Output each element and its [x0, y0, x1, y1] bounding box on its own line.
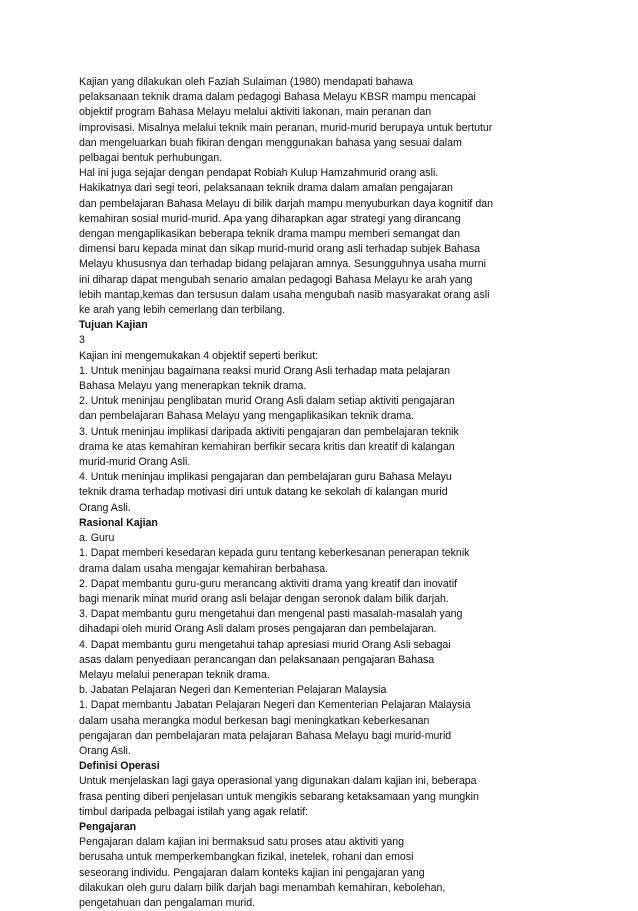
tujuan-section: [79, 318, 559, 516]
text-line: Bahasa Melayu yang menerapkan teknik drama.: [79, 380, 307, 393]
text-line: teknik drama terhadap motivasi diri untuk datang ke sekolah di kalangan murid: [79, 486, 448, 499]
text-line: objektif program Bahasa Melayu melalui aktiviti lakonan, main peranan dan: [79, 106, 432, 119]
text-line: 2. Dapat membantu guru-guru merancang aktiviti drama yang kreatif dan inovatif: [79, 577, 458, 590]
section-heading: Pengajaran: [79, 820, 137, 833]
text-line: lebih mantap,kemas dan tersusun dalam usaha mengubah nasib masyarakat orang asli: [79, 288, 490, 301]
text-line: 3. Dapat membantu guru mengetahui dan mengenal pasti masalah-masalah yang: [79, 608, 463, 621]
text-line: murid-murid Orang Asli.: [79, 456, 191, 469]
text-line: Hakikatnya dari segi teori, pelaksanaan teknik drama dalam amalan pengajaran: [79, 182, 453, 195]
text-line: pengajaran dan pembelajaran mata pelajaran Bahasa Melayu bagi murid-murid: [79, 729, 452, 742]
text-line: Melayu melalui penerapan teknik drama.: [79, 668, 270, 681]
definisi-section: [79, 759, 559, 820]
text-line: Pengajaran dalam kajian ini bermaksud satu proses atau aktiviti yang: [79, 836, 405, 849]
text-line: ini diharap dapat mengubah senario amalan pedagogi Bahasa Melayu ke arah yang: [79, 273, 473, 286]
text-line: Hal ini juga sejajar dengan pendapat Robiah Kulup Hamzahmurid orang asli.: [79, 167, 439, 180]
text-line: timbul daripada pelbagai istilah yang agak relatif:: [79, 805, 309, 818]
text-line: a. Guru: [79, 532, 115, 545]
text-line: Orang Asli.: [79, 744, 131, 757]
document-page: [79, 75, 559, 911]
text-line: dilakukan oleh guru dalam bilik darjah bagi menambah kemahiran, kebolehan,: [79, 881, 446, 894]
text-line: dihadapi oleh murid Orang Asli dalam proses pengajaran dan pembelajaran.: [79, 623, 437, 636]
text-line: 4. Untuk meninjau implikasi pengajaran dan pembelajaran guru Bahasa Melayu: [79, 471, 452, 484]
text-line: frasa penting diberi penjelasan untuk mengikis sebarang ketaksamaan yang mungkin: [79, 790, 479, 803]
text-line: Melayu khususnya dan terhadap bidang pelajaran amnya. Sesungguhnya usaha murni: [79, 258, 486, 271]
text-line: improvisasi. Misalnya melalui teknik main peranan, murid-murid berupaya untuk bertutur: [79, 121, 493, 134]
text-line: 3. Untuk meninjau implikasi daripada aktiviti pengajaran dan pembelajaran teknik: [79, 425, 459, 438]
text-line: 1. Dapat membantu Jabatan Pelajaran Negeri dan Kementerian Pelajaran Malaysia: [79, 699, 471, 712]
text-line: dan mengeluarkan buah fikiran dengan menggunakan bahasa yang sesuai dalam: [79, 136, 462, 149]
text-line: ke arah yang lebih cemerlang dan terbilang.: [79, 304, 286, 317]
text-line: 3: [79, 334, 85, 347]
text-line: drama ke atas kemahiran kemahiran berfikir secara kritis dan kreatif di kalangan: [79, 440, 455, 453]
text-line: dan pembelajaran Bahasa Melayu di bilik darjah mampu menyuburkan daya kognitif dan: [79, 197, 493, 210]
text-line: b. Jabatan Pelajaran Negeri dan Kementerian Pelajaran Malaysia: [79, 684, 387, 697]
text-line: dimensi baru kepada minat dan sikap murid-murid orang asli terhadap subjek Bahasa: [79, 243, 481, 256]
section-heading: Rasional Kajian: [79, 516, 158, 529]
intro-section: [79, 75, 559, 318]
text-line: seseorang individu. Pengajaran dalam konteks kajian ini pengajaran yang: [79, 866, 425, 879]
text-line: dan pembelajaran Bahasa Melayu yang mengaplikasikan teknik drama.: [79, 410, 415, 423]
text-line: asas dalam penyediaan perancangan dan pelaksanaan pengajaran Bahasa: [79, 653, 435, 666]
text-line: Kajian ini mengemukakan 4 objektif seperti berikut:: [79, 349, 319, 362]
text-line: Untuk menjelaskan lagi gaya operasional yang digunakan dalam kajian ini, beberapa: [79, 775, 477, 788]
text-line: 2. Untuk meninjau penglibatan murid Orang Asli dalam setiap aktiviti pengajaran: [79, 395, 455, 408]
text-line: pelbagai bentuk perhubungan.: [79, 152, 223, 165]
text-line: drama dalam usaha mengajar kemahiran berbahasa.: [79, 562, 329, 575]
rasional-section: [79, 516, 559, 759]
text-line: 1. Untuk meninjau bagaimana reaksi murid Orang Asli terhadap mata pelajaran: [79, 364, 450, 377]
text-line: pengetahuan dan pengalaman murid.: [79, 896, 256, 909]
text-line: berusaha untuk memperkembangkan fizikal, inetelek, rohani dan emosi: [79, 851, 414, 864]
section-heading: Definisi Operasi: [79, 760, 160, 773]
text-line: 4. Dapat membantu guru mengetahui tahap apresiasi murid Orang Asli sebagai: [79, 638, 451, 651]
text-line: kemahiran sosial murid-murid. Apa yang diharapkan agar strategi yang dirancang: [79, 212, 461, 225]
text-line: 1. Dapat memberi kesedaran kepada guru tentang keberkesanan penerapan teknik: [79, 547, 470, 560]
text-line: Kajian yang dilakukan oleh Faziah Sulaiman (1980) mendapati bahawa: [79, 76, 413, 88]
text-line: dalam usaha merangka modul berkesan bagi meningkatkan keberkesanan: [79, 714, 430, 727]
text-line: dengan mengaplikasikan beberapa teknik drama mampu memberi semangat dan: [79, 228, 461, 241]
section-heading: Tujuan Kajian: [79, 319, 148, 332]
text-line: bagi menarik minat murid orang asli belajar dengan seronok dalam bilik darjah.: [79, 592, 449, 605]
text-line: pelaksanaan teknik drama dalam pedagogi Bahasa Melayu KBSR mampu mencapai: [79, 91, 476, 104]
pengajaran-section: [79, 820, 559, 911]
text-line: Orang Asli.: [79, 501, 131, 514]
